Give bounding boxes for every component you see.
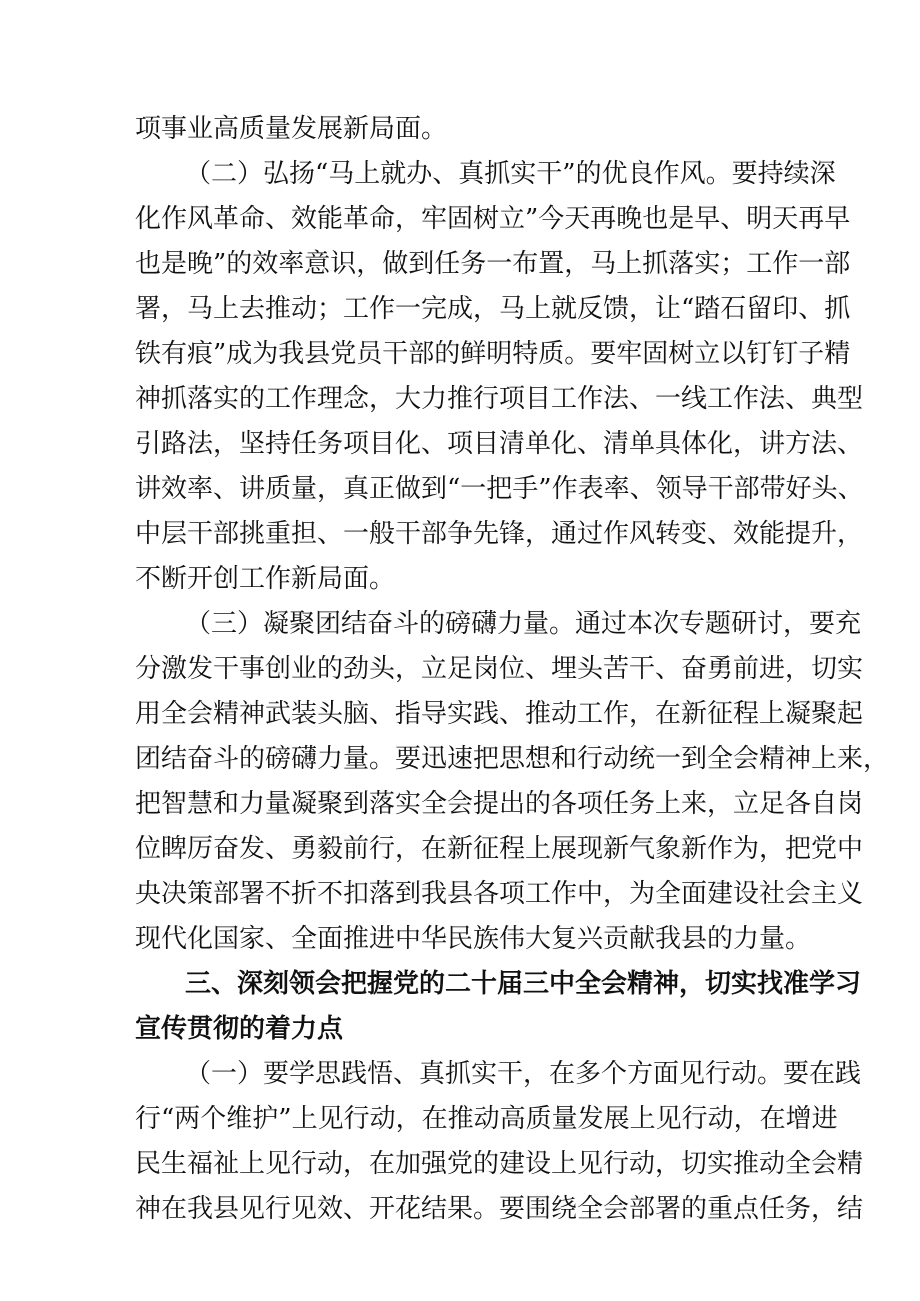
text-line: 民生福祉上见行动，在加强党的建设上见行动，切实推动全会精	[135, 1149, 864, 1179]
paragraph-2-first-line: （二）弘扬“马上就办、真抓实干”的优良作风。要持续深	[185, 159, 836, 189]
text-line: 项事业高质量发展新局面。	[135, 114, 448, 144]
text-line: 神抓落实的工作理念，大力推行项目工作法、一线工作法、典型	[135, 384, 864, 414]
text-line: 也是晚”的效率意识，做到任务一布置，马上抓落实；工作一部	[135, 249, 851, 279]
text-line: 用全会精神武装头脑、指导实践、推动工作，在新征程上凝聚起	[135, 699, 864, 729]
text-line: 不断开创工作新局面。	[135, 564, 396, 594]
paragraph-3-first-line: （三）凝聚团结奋斗的磅礴力量。通过本次专题研讨，要充	[185, 609, 862, 639]
text-line: 央决策部署不折不扣落到我县各项工作中，为全面建设社会主义	[135, 879, 864, 909]
text-line: 讲效率、讲质量，真正做到“一把手”作表率、领导干部带好头、	[135, 474, 864, 504]
paragraph-4-first-line: （一）要学思践悟、真抓实干，在多个方面见行动。要在践	[185, 1059, 862, 1089]
text-line: 神在我县见行见效、开花结果。要围绕全会部署的重点任务，结	[135, 1194, 864, 1224]
section-heading-continued: 宣传贯彻的着力点	[135, 1014, 344, 1044]
text-line: 引路法，坚持任务项目化、项目清单化、清单具体化，讲方法、	[135, 429, 864, 459]
text-line: 行“两个维护”上见行动，在推动高质量发展上见行动，在增进	[135, 1104, 838, 1134]
text-line: 化作风革命、效能革命，牢固树立”今天再晚也是早、明天再早	[135, 204, 851, 234]
text-line: 中层干部挑重担、一般干部争先锋，通过作风转变、效能提升，	[135, 519, 864, 549]
text-line: 分激发干事创业的劲头，立足岗位、埋头苦干、奋勇前进，切实	[135, 654, 864, 684]
text-line: 团结奋斗的磅礴力量。要迅速把思想和行动统一到全会精神上来，	[135, 744, 890, 774]
text-line: 铁有痕”成为我县党员干部的鲜明特质。要牢固树立以钉钉子精	[135, 339, 851, 369]
text-line: 署，马上去推动；工作一完成，马上就反馈，让“踏石留印、抓	[135, 294, 851, 324]
text-line: 现代化国家、全面推进中华民族伟大复兴贡献我县的力量。	[135, 924, 812, 954]
text-line: 位睥厉奋发、勇毅前行，在新征程上展现新气象新作为，把党中	[135, 834, 864, 864]
section-heading: 三、深刻领会把握党的二十届三中全会精神，切实找准学习	[185, 969, 862, 999]
text-line: 把智慧和力量凝聚到落实全会提出的各项任务上来，立足各自岗	[135, 789, 864, 819]
